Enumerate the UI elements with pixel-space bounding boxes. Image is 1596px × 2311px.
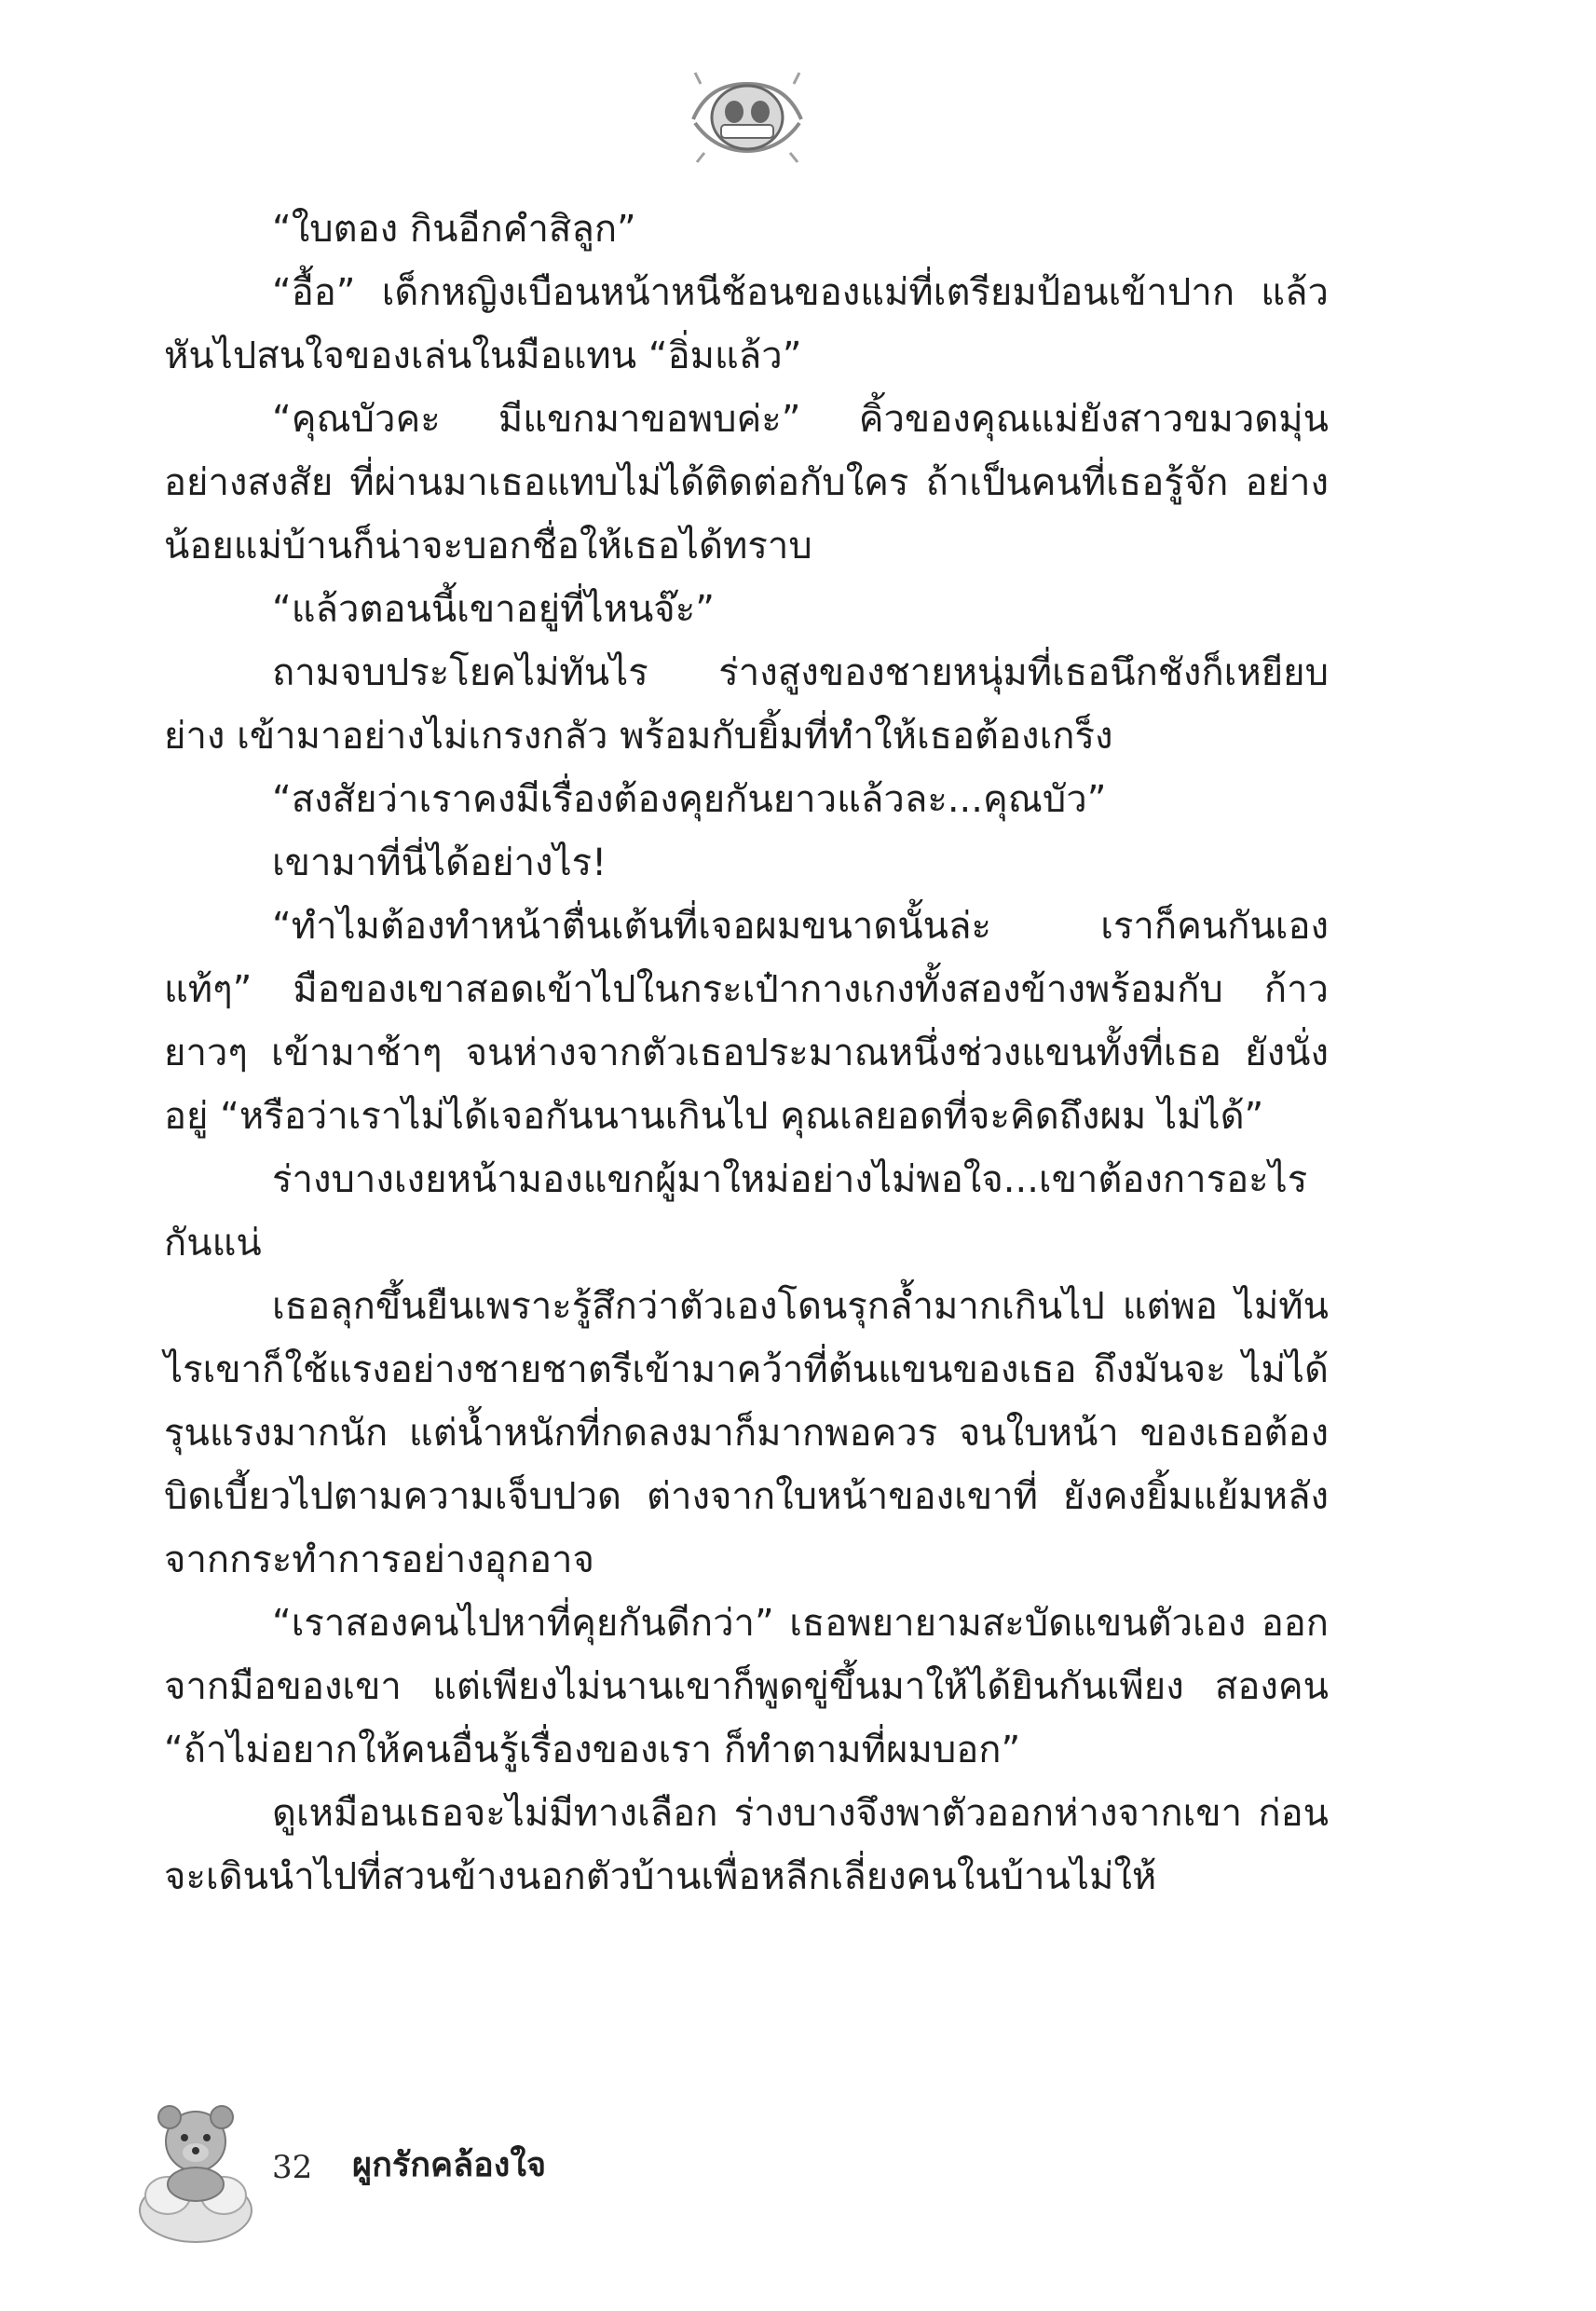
paragraph: “สงสัยว่าเราคงมีเรื่องต้องคุยกันยาวแล้วละ...คุณบัว” bbox=[272, 778, 1107, 821]
paragraph: “แล้วตอนนี้เขาอยู่ที่ไหนจ๊ะ” bbox=[272, 588, 715, 631]
paragraph: “เราสองคนไปหาที่คุยกันดีกว่า” เธอพยายามสะบัดแขนตัวเอง ออกจากมือของเขา แต่เพียงไม่นานเขาก็พูดขู่ขึ้นมาให้ได้ยินกันเพียง สองคน “ถ้าไม่อยากให้คนอื่นรู้เรื่องของเรา ก็ทำตามที่ผมบอก” bbox=[164, 1602, 1329, 1771]
page-footer bbox=[130, 2087, 839, 2246]
publisher-emblem-icon bbox=[686, 65, 809, 168]
page-number: 32 bbox=[272, 2149, 313, 2186]
book-title: ผูกรักคล้องใจ bbox=[352, 2146, 547, 2184]
teddy-bear-icon bbox=[130, 2087, 261, 2246]
paragraph: “คุณบัวคะ มีแขกมาขอพบค่ะ” คิ้วของคุณแม่ยังสาวขมวดมุ่น อย่างสงสัย ที่ผ่านมาเธอแทบไม่ได้ติดต่อกับใคร ถ้าเป็นคนที่เธอรู้จัก อย่างน้อยแม่บ้านก็น่าจะบอกชื่อให้เธอได้ทราบ bbox=[164, 398, 1329, 567]
paragraph: เขามาที่นี่ได้อย่างไร! bbox=[272, 841, 607, 884]
paragraph: “ทำไมต้องทำหน้าตื่นเต้นที่เจอผมขนาดนั้นล่ะ เราก็คนกันเอง แท้ๆ” มือของเขาสอดเข้าไปในกระเป๋ากางเกงทั้งสองข้างพร้อมกับ ก้าวยาวๆ เข้ามาช้าๆ จนห่างจากตัวเธอประมาณหนึ่งช่วงแขนทั้งที่เธอ ยังนั่งอยู่ “หรือว่าเราไม่ได้เจอกันนานเกินไป คุณเลยอดที่จะคิดถึงผม ไม่ได้” bbox=[164, 905, 1329, 1138]
paragraph: “ใบตอง กินอีกคำสิลูก” bbox=[272, 208, 636, 251]
body-text bbox=[164, 198, 1329, 2099]
paragraph: ถามจบประโยคไม่ทันไร ร่างสูงของชายหนุ่มที่เธอนึกชังก็เหยียบย่าง เข้ามาอย่างไม่เกรงกลัว พร้อมกับยิ้มที่ทำให้เธอต้องเกร็ง bbox=[164, 651, 1329, 758]
paragraph: “อื้อ” เด็กหญิงเบือนหน้าหนีช้อนของแม่ที่เตรียมป้อนเข้าปาก แล้วหันไปสนใจของเล่นในมือแทน “อิ่มแล้ว” bbox=[164, 271, 1329, 377]
paragraph: เธอลุกขึ้นยืนเพราะรู้สึกว่าตัวเองโดนรุกล้ำมากเกินไป แต่พอ ไม่ทันไรเขาก็ใช้แรงอย่างชายชาตรีเข้ามาคว้าที่ต้นแขนของเธอ ถึงมันจะ ไม่ได้รุนแรงมากนัก แต่น้ำหนักที่กดลงมาก็มากพอควร จนใบหน้า ของเธอต้องบิดเบี้ยวไปตามความเจ็บปวด ต่างจากใบหน้าของเขาที่ ยังคงยิ้มแย้มหลังจากกระทำการอย่างอุกอาจ bbox=[164, 1285, 1329, 1581]
paragraph: ดูเหมือนเธอจะไม่มีทางเลือก ร่างบางจึงพาตัวออกห่างจากเขา ก่อนจะเดินนำไปที่สวนข้างนอกตัวบ้านเพื่อหลีกเลี่ยงคนในบ้านไม่ให้ bbox=[164, 1792, 1329, 1898]
paragraph: ร่างบางเงยหน้ามองแขกผู้มาใหม่อย่างไม่พอใจ...เขาต้องการอะไร กันแน่ bbox=[164, 1158, 1308, 1265]
